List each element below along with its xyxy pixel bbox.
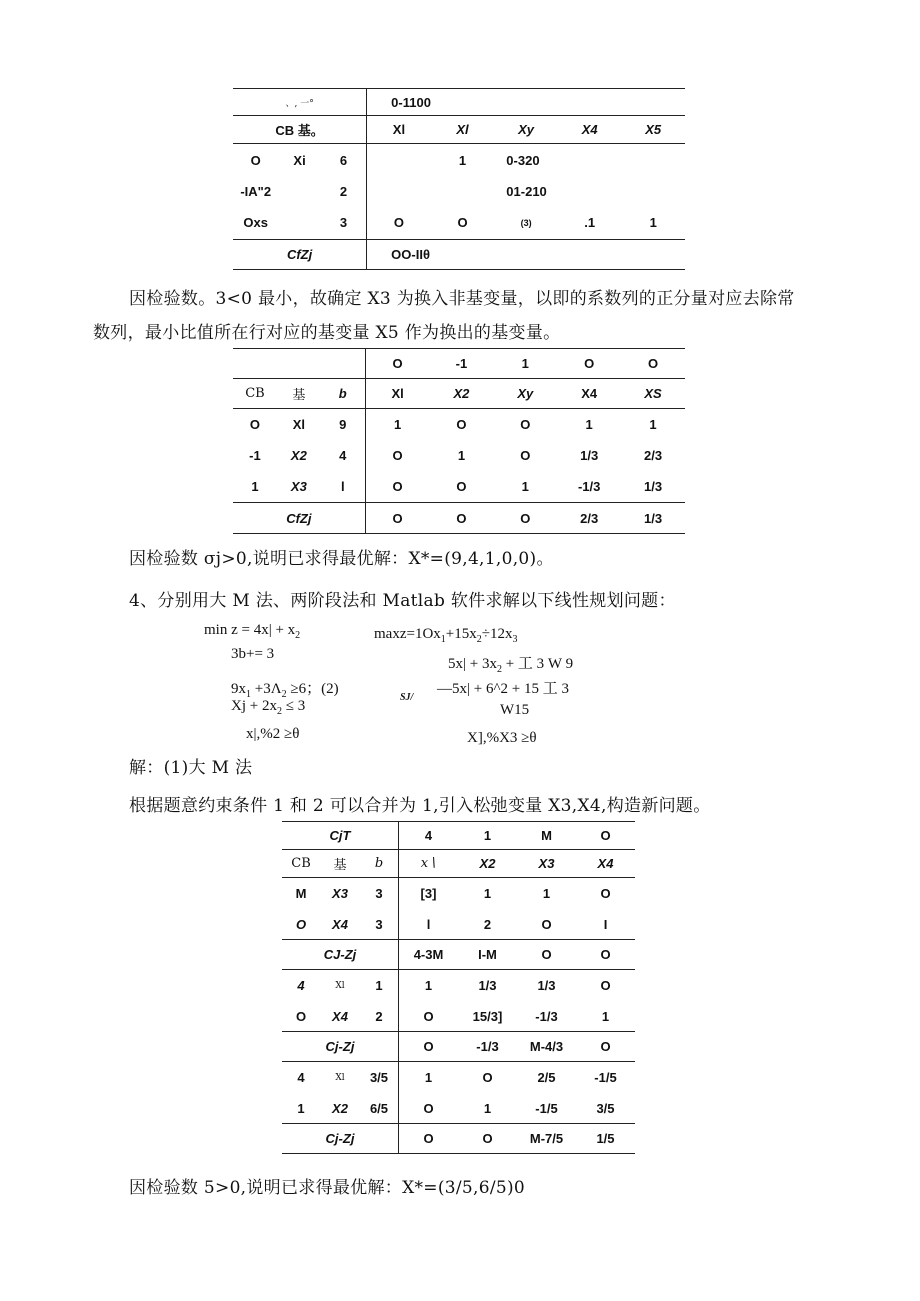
table3-row-val: l xyxy=(426,916,431,932)
table1-cj-row: 0-1100 xyxy=(391,94,431,110)
math-right-line4: W15 xyxy=(500,702,530,718)
table3-row-val: 1 xyxy=(483,1100,492,1116)
table2-row-val: O xyxy=(456,417,467,433)
table3-row-val: 2/5 xyxy=(537,1070,556,1086)
paragraph-1-line-2: 数列，最小比值所在行对应的基变量 X5 作为换出的基变量。 xyxy=(93,323,561,343)
table2-cj: -1 xyxy=(455,356,468,371)
paragraph-2: 因检验数 σj>0,说明已求得最优解：X*=(9,4,1,0,0)。 xyxy=(129,549,554,569)
table1-row3-b: 3 xyxy=(321,207,367,240)
table3-row-b: 3 xyxy=(360,878,399,910)
table2-row-base: Xl xyxy=(292,417,306,433)
math-left-line4: $Xj + 2x_2 \le 3$ xyxy=(231,698,306,717)
table1-row3-val: (3) xyxy=(520,217,532,228)
table2-row-val: O xyxy=(520,448,531,463)
table3-row-val: O xyxy=(423,1100,434,1116)
table3-row-val: O xyxy=(600,978,611,994)
table3-footer-label: Cj-Zj xyxy=(282,1032,399,1062)
math-left-line2: 3b+= 3 xyxy=(231,646,275,662)
paragraph-4: 解：(1)大 M 法 xyxy=(129,758,253,778)
table1-row3-val: O xyxy=(457,215,468,231)
table2-head-cb: CB xyxy=(245,386,265,401)
paragraph-5: 根据题意约束条件 1 和 2 可以合并为 1,引入松弛变量 X3,X4,构造新问题。 xyxy=(129,796,711,816)
table2-row-b: 4 xyxy=(321,441,365,471)
simplex-table-1 xyxy=(233,88,685,270)
table3-row-b: 3/5 xyxy=(360,1062,399,1094)
table2-footer-val: O xyxy=(520,510,531,526)
table1-footer-vals: OO-IIθ xyxy=(391,247,430,262)
table2-row-b: 9 xyxy=(321,409,365,441)
table3-row-val: O xyxy=(541,916,552,932)
table3-footer-val: 1/5 xyxy=(596,1131,615,1146)
table3-row-val: -1/3 xyxy=(535,1008,558,1024)
table3-row-cb: 4 xyxy=(297,1070,305,1086)
math-left-line3: $9x_1 +3\Lambda_2 \ge 6$；(2) xyxy=(231,681,339,700)
table2-row-val: 1 xyxy=(585,417,593,433)
table2-row-val: -1/3 xyxy=(577,478,601,494)
table2-row-val: O xyxy=(392,478,403,494)
table1-col-x4: X4 xyxy=(581,122,598,137)
table3-head-col: X2 xyxy=(479,856,496,871)
math-left-line5: x|,%2 ≥θ xyxy=(246,726,300,742)
table3-row-val: 2 xyxy=(483,916,492,932)
math-right-label: SJ/ xyxy=(400,692,414,703)
table3-row-val: 1 xyxy=(483,886,492,902)
table2-row-val: O xyxy=(456,478,467,494)
table1-row2-base xyxy=(278,177,320,207)
table3-row-val: [3] xyxy=(420,886,437,902)
table2-cj: O xyxy=(647,356,659,371)
table3-row-val: 1 xyxy=(424,1070,433,1086)
table3-head-col: X4 xyxy=(597,856,614,871)
table2-row-val: 1 xyxy=(457,448,466,463)
table1-row3-val: O xyxy=(393,215,405,231)
table2-row-val: O xyxy=(392,448,403,463)
table3-head-col: x∖ xyxy=(420,856,437,871)
math-right-line3: —5x| + 6^2 + 15 工 3 xyxy=(437,681,569,697)
table1-row1-b: 6 xyxy=(321,144,367,177)
table2-footer-label: CfZj xyxy=(233,503,365,534)
table3-footer-val: O xyxy=(423,1039,434,1054)
table1-col-x2: Xl xyxy=(456,122,469,137)
table1-row2-val: 01-210 xyxy=(506,184,547,199)
table3-row-b: 1 xyxy=(360,970,399,1002)
table3-row-val: 1 xyxy=(542,886,551,902)
paragraph-6: 因检验数 5>0,说明已求得最优解：X*=(3/5,6/5)0 xyxy=(129,1178,526,1198)
table2-footer-val: 2/3 xyxy=(580,510,599,526)
table2-row-val: 1/3 xyxy=(644,478,663,494)
table3-row-cb: M xyxy=(295,886,307,902)
table1-row3-cb: Oxs xyxy=(243,215,268,231)
simplex-table-3 xyxy=(282,821,635,1154)
table3-row-val: I xyxy=(603,916,608,932)
table3-row-val: 1 xyxy=(424,978,433,994)
table3-row-val: -1/5 xyxy=(594,1070,617,1086)
table2-row-cb: -1 xyxy=(249,448,261,463)
table2-row-val: 1/3 xyxy=(580,448,599,463)
math-right-line1: $\max z=1Ox_1+15x_2\div 12x_3$ xyxy=(374,626,518,645)
table3-cj: O xyxy=(600,828,611,843)
table1-cb-header: CB 基。 xyxy=(233,116,367,144)
table2-footer-val: 1/3 xyxy=(644,510,663,526)
table1-row1-val: 0-320 xyxy=(506,152,540,168)
table1-row1-base: Xi xyxy=(293,152,306,168)
table1-col-x3: Xy xyxy=(518,122,535,137)
table3-footer-val: -1/3 xyxy=(476,1039,499,1054)
table3-row-val: O xyxy=(482,1070,493,1086)
table1-row3-val: .1 xyxy=(584,215,596,231)
table2-row-b: l xyxy=(321,471,365,503)
table2-footer-val: O xyxy=(392,510,403,526)
math-right-line5: X],%X3 ≥θ xyxy=(467,730,537,746)
table3-row-b: 3 xyxy=(360,910,399,940)
table3-footer-val: O xyxy=(423,1131,434,1146)
table3-row-base: X3 xyxy=(332,886,348,902)
table1-row3-base xyxy=(278,207,320,240)
table3-footer-val: O xyxy=(600,947,611,962)
table3-footer-val: I-M xyxy=(478,947,497,962)
table1-header-cell: 、, 一° xyxy=(233,89,367,116)
table2-head-col: X4 xyxy=(581,386,598,401)
table3-footer-val: M-7/5 xyxy=(529,1131,564,1146)
table3-footer-val: O xyxy=(600,1039,611,1054)
table2-head-col: XS xyxy=(644,386,662,401)
table1-row3-val: 1 xyxy=(649,215,657,231)
table3-footer-val: M-4/3 xyxy=(529,1039,564,1054)
table3-row-b: 6/5 xyxy=(360,1094,399,1124)
table3-row-val: O xyxy=(423,1008,434,1024)
table3-footer-val: 4-3M xyxy=(413,947,444,962)
table1-row2-cb: -IA"2 xyxy=(240,184,272,199)
table2-row-cb: O xyxy=(249,417,261,433)
table3-head-b: b xyxy=(360,850,399,878)
table2-head-col: X2 xyxy=(453,386,470,401)
table1-col-x5: X5 xyxy=(645,122,662,137)
table2-cj: 1 xyxy=(521,356,529,371)
table3-cj: 4 xyxy=(424,828,433,843)
table2-footer-val: O xyxy=(456,510,467,526)
table1-footer-label: CfZj xyxy=(233,240,367,270)
table3-cj: M xyxy=(541,828,552,843)
table1-col-x1: Xl xyxy=(392,122,406,137)
table2-cj: O xyxy=(584,356,595,371)
table1-row1-cb: O xyxy=(250,152,261,168)
table3-row-val: 1/3 xyxy=(478,978,497,994)
table3-row-val: 1 xyxy=(601,1008,610,1024)
table3-row-val: O xyxy=(600,886,611,902)
table2-row-val: 1 xyxy=(394,417,402,433)
table3-head-col: X3 xyxy=(538,856,555,871)
table3-row-cb: 4 xyxy=(297,978,305,994)
table1-row1-val: 1 xyxy=(458,152,467,168)
table3-footer-val: O xyxy=(482,1131,493,1146)
table3-row-val: -1/5 xyxy=(535,1100,558,1116)
table3-row-cb: O xyxy=(295,1008,307,1024)
paragraph-1-line-1: 因检验数。3<0 最小，故确定 X3 为换入非基变量，以即的系数列的正分量对应去除常 xyxy=(129,289,795,309)
table3-row-base: X4 xyxy=(332,1008,348,1024)
table3-row-base: Xl xyxy=(335,1072,345,1083)
table2-row-val: 1 xyxy=(521,478,529,494)
table3-footer-label: CJ-Zj xyxy=(282,940,399,970)
math-left-line1: $\min z = 4x| + x_2$ xyxy=(204,622,301,641)
table2-head-base: 基 xyxy=(292,388,306,403)
math-right-line2: $5x| + 3x_2$ + 工 3 W 9 xyxy=(448,656,574,675)
simplex-table-2 xyxy=(233,348,685,534)
table3-cj-label: CjT xyxy=(282,822,399,850)
table3-head-base: 基 xyxy=(333,858,347,873)
table2-head-col: Xl xyxy=(391,386,404,401)
table2-cj: O xyxy=(392,356,403,371)
table3-row-val: 1/3 xyxy=(537,978,556,994)
paragraph-3: 4、分别用大 M 法、两阶段法和 Matlab 软件求解以下线性规划问题： xyxy=(129,591,676,611)
table3-head-cb: CB xyxy=(291,856,311,871)
table2-head-b: b xyxy=(321,379,365,409)
table1-row2-b: 2 xyxy=(321,177,367,207)
table3-footer-val: O xyxy=(541,947,552,962)
table3-row-base: Xl xyxy=(335,980,345,991)
table2-row-cb: 1 xyxy=(251,478,259,494)
table3-cj: 1 xyxy=(483,828,492,843)
table3-row-val: 3/5 xyxy=(596,1100,615,1116)
table3-row-b: 2 xyxy=(360,1002,399,1032)
table3-row-base: X4 xyxy=(332,916,348,932)
table2-row-base: X2 xyxy=(290,448,307,463)
table3-row-val: 15/3] xyxy=(472,1008,503,1024)
table3-row-cb: O xyxy=(295,916,307,932)
table2-row-val: O xyxy=(520,417,531,433)
table2-row-val: 2/3 xyxy=(644,448,663,463)
table3-footer-label: Cj-Zj xyxy=(282,1124,399,1154)
table2-row-base: X3 xyxy=(290,478,307,494)
table2-row-val: 1 xyxy=(649,417,657,433)
table3-row-cb: 1 xyxy=(297,1100,305,1116)
table3-row-base: X2 xyxy=(332,1100,348,1116)
table2-head-col: Xy xyxy=(517,386,534,401)
